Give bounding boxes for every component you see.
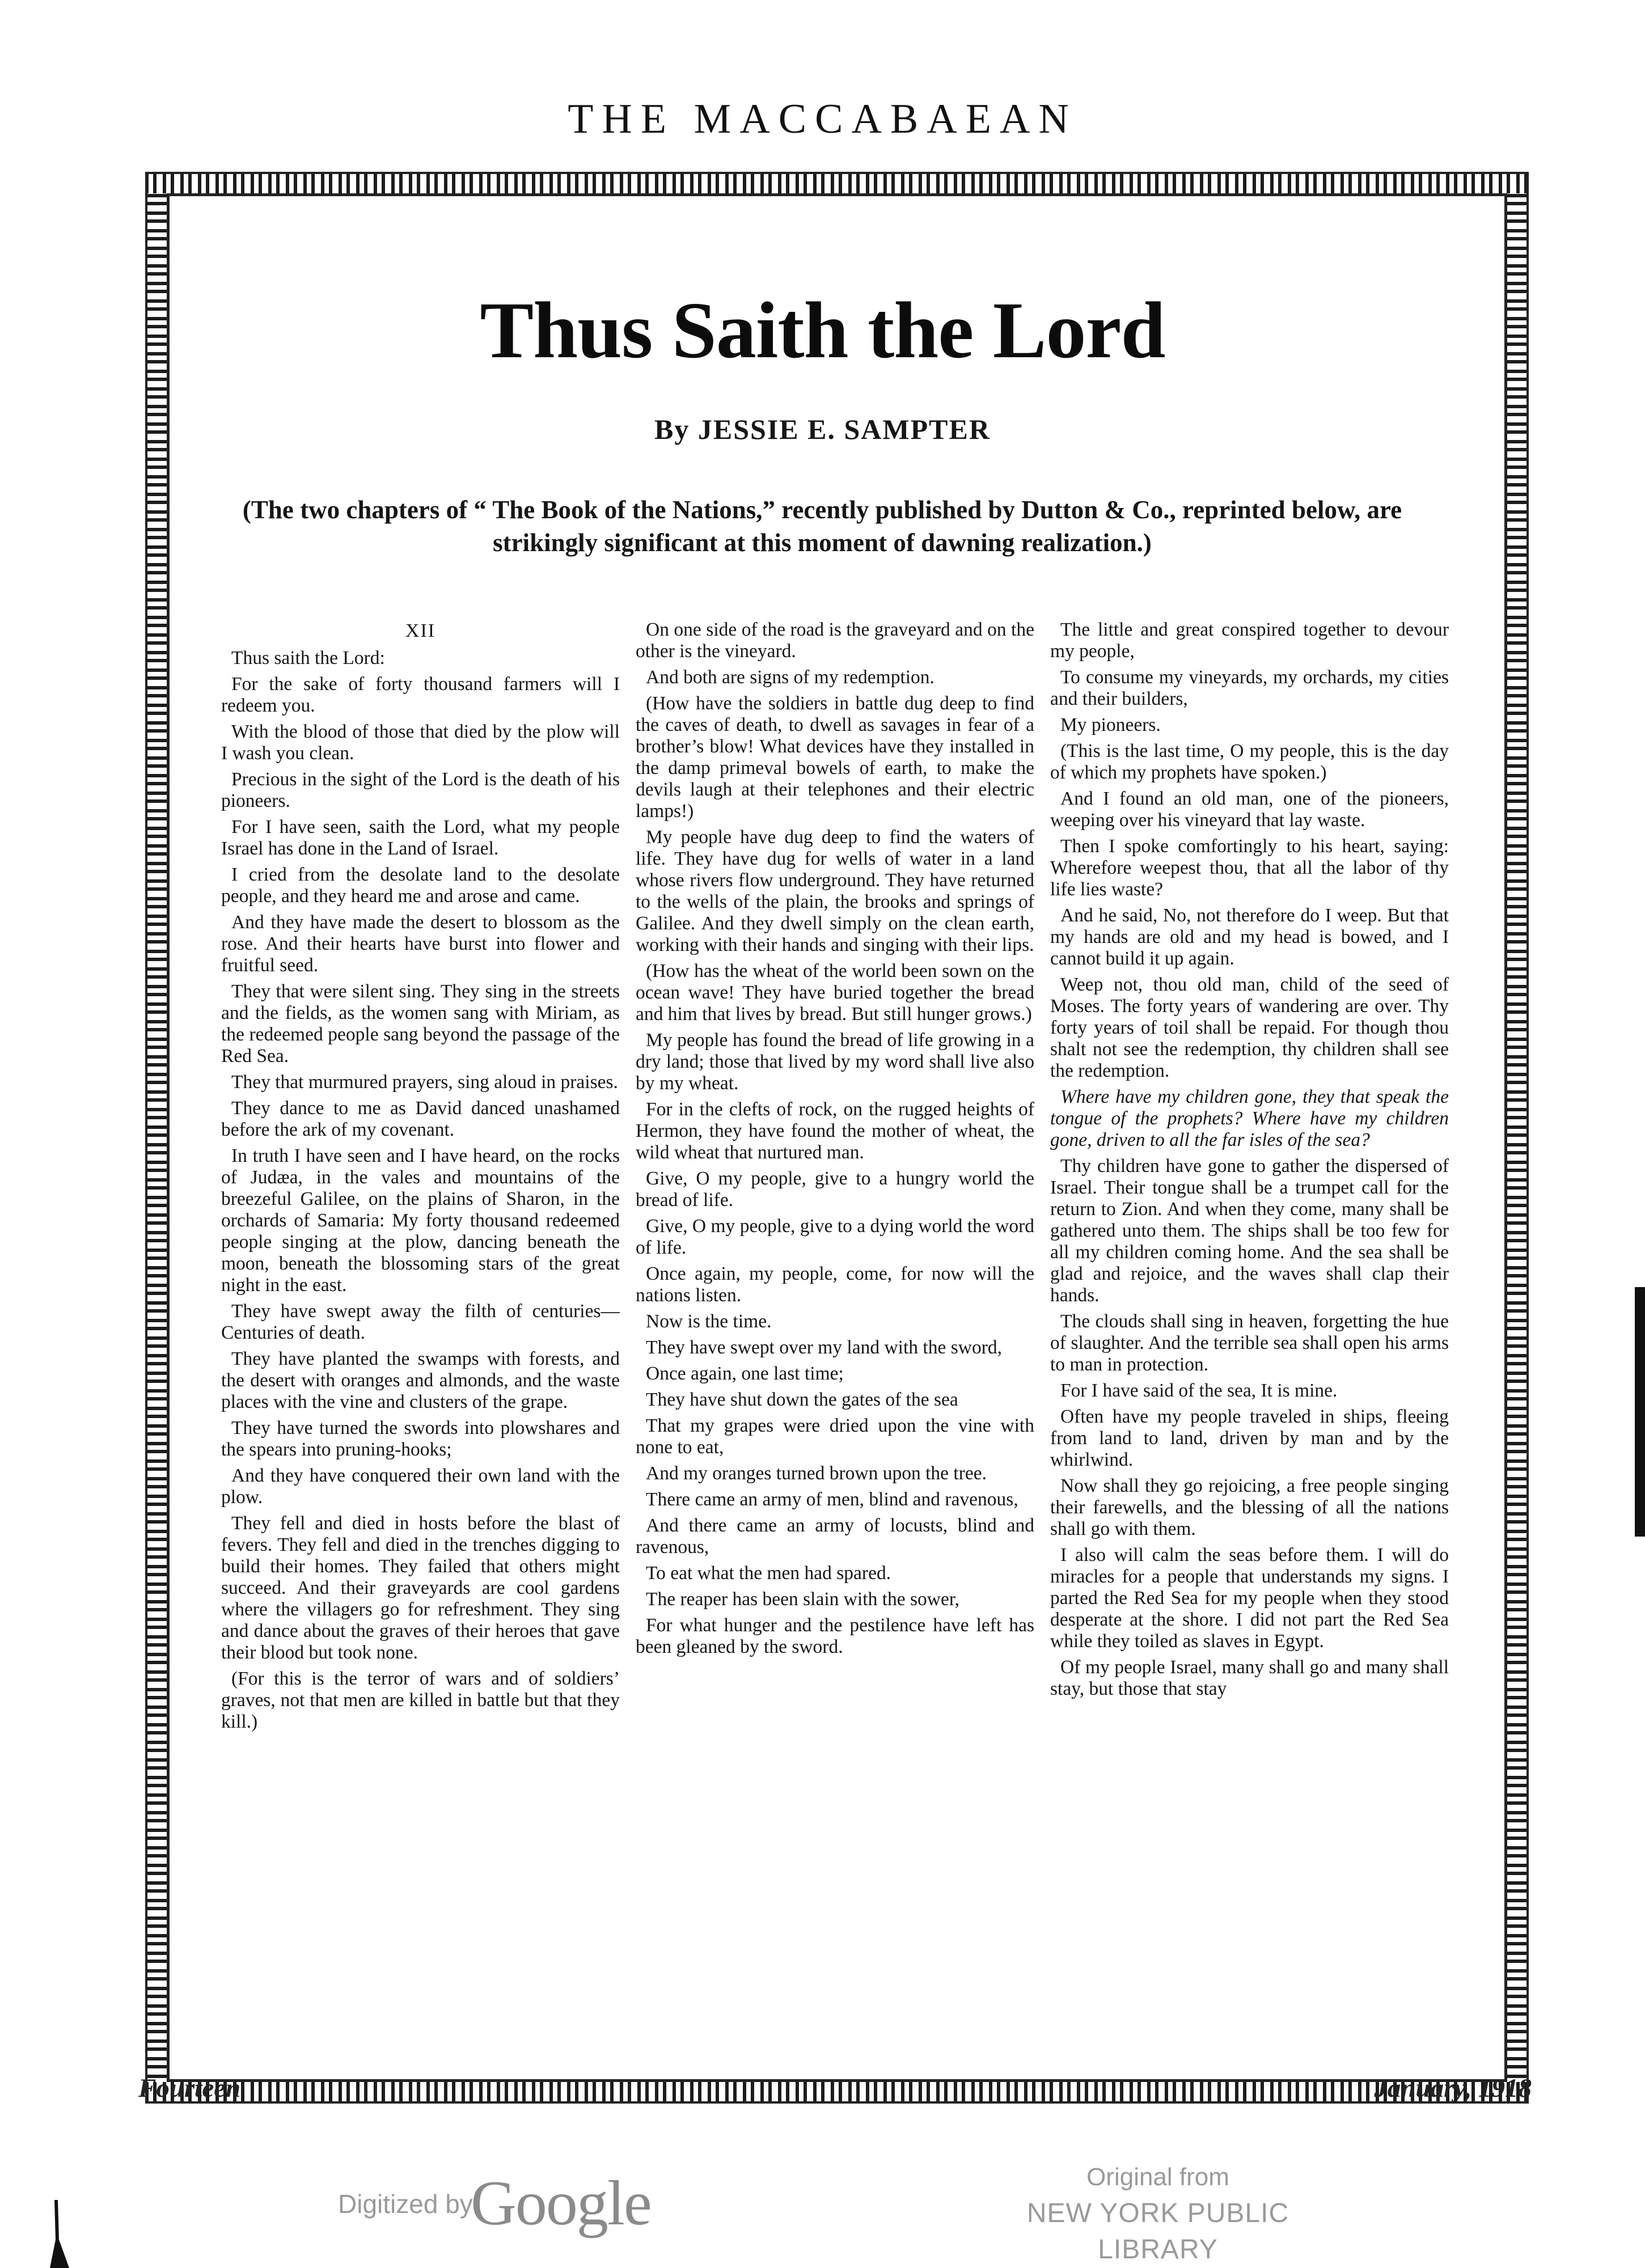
- paragraph: And I found an old man, one of the pioneers, weeping over his vineyard that lay waste.: [1050, 788, 1449, 831]
- paragraph: For what hunger and the pestilence have left has been gleaned by the sword.: [636, 1615, 1034, 1657]
- paragraph: (How has the wheat of the world been sown on the ocean wave! They have buried together the bread and him that lives by bread. But still hunger grows.): [636, 960, 1034, 1025]
- paragraph: To consume my vineyards, my orchards, my cities and their builders,: [1050, 667, 1449, 709]
- paragraph: Now is the time.: [646, 1311, 772, 1332]
- paragraph: For I have said of the sea, It is mine.: [1060, 1380, 1338, 1401]
- article-byline: By JESSIE E. SAMPTER: [654, 413, 991, 445]
- paragraph-italic: Where have my children gone, they that speak the tongue of the prophets? Where have my children gone, driven to all the far isles of the sea?: [1050, 1086, 1449, 1150]
- paragraph: To eat what the men had spared.: [646, 1563, 891, 1584]
- paragraph: Often have my people traveled in ships, fleeing from land to land, driven by man and by the whirlwind.: [1050, 1406, 1449, 1470]
- paragraph: Give, O my people, give to a hungry world the bread of life.: [636, 1168, 1034, 1211]
- paragraph: My people has found the bread of life growing in a dry land; those that lived by my word shall live also by my wheat.: [636, 1030, 1034, 1094]
- paragraph: Then I spoke comfortingly to his heart, saying: Wherefore weepest thou, that all the labor of thy life lies waste?: [1050, 836, 1449, 900]
- paragraph: For the sake of forty thousand farmers will I redeem you.: [221, 674, 620, 716]
- paragraph: And my oranges turned brown upon the tree.: [646, 1463, 987, 1484]
- paragraph: And there came an army of locusts, blind and ravenous,: [636, 1515, 1034, 1558]
- paragraph: They have planted the swamps with forests, and the desert with oranges and almonds, and the waste places with the vine and clusters of the grape.: [221, 1348, 620, 1412]
- scan-corner-mark: [50, 2200, 73, 2268]
- column-1: [221, 619, 620, 1963]
- page-number: Fourteen: [138, 2074, 241, 2103]
- paragraph: (This is the last time, O my people, this is the day of which my prophets have spoken.): [1050, 741, 1449, 783]
- paragraph: (For this is the terror of wars and of soldiers’ graves, not that men are killed in battle but that they kill.): [221, 1668, 620, 1732]
- paragraph: The reaper has been slain with the sower,: [646, 1589, 960, 1610]
- paragraph: On one side of the road is the graveyard and on the other is the vineyard.: [636, 619, 1034, 662]
- google-logo: Google: [471, 2168, 651, 2239]
- article-intro: (The two chapters of “ The Book of the Nations,” recently published by Dutton & Co., reprinted below, are strikingly significant at this moment of dawning realization.): [242, 496, 1402, 557]
- paragraph: For in the clefts of rock, on the rugged heights of Hermon, they have found the mother of wheat, the wild wheat that nurtured man.: [636, 1099, 1034, 1163]
- masthead: THE MACCABAEAN: [568, 96, 1077, 142]
- paragraph: Weep not, thou old man, child of the seed of Moses. The forty years of wandering are over. Thy forty years of toil shall be repaid. For though thou shalt not see the redemption, thy children shall see the redemption.: [1050, 974, 1449, 1081]
- column-3: [1050, 619, 1449, 1963]
- paragraph: My people have dug deep to find the waters of life. They have dug for wells of water in a land whose rivers flow underground. They have returned to the wells of the plain, the brooks and springs of Galilee. And they dwell simply on the clean earth, working with their hands and singing with their lips.: [636, 827, 1034, 955]
- paragraph: There came an army of men, blind and ravenous,: [646, 1489, 1018, 1510]
- paragraph: And they have made the desert to blossom as the rose. And their hearts have burst into flower and fruitful seed.: [221, 912, 620, 976]
- paragraph: That my grapes were dried upon the vine with none to eat,: [636, 1415, 1034, 1458]
- paragraph: And they have conquered their own land with the plow.: [221, 1465, 620, 1508]
- paragraph: In truth I have seen and I have heard, on the rocks of Judæa, in the vales and mountains of the breezeful Galilee, on the plains of Sharon, in the orchards of Samaria: My forty thousand redeemed people singing at the plow, dancing beneath the moon, beneath the blossoming stars of the great night in the east.: [221, 1145, 620, 1296]
- paragraph: They dance to me as David danced unashamed before the ark of my covenant.: [221, 1098, 620, 1140]
- paragraph: Once again, one last time;: [646, 1363, 844, 1384]
- paragraph: Give, O my people, give to a dying world the word of life.: [636, 1216, 1034, 1258]
- paragraph: I also will calm the seas before them. I will do miracles for a people that understands my signs. I parted the Red Sea for my people when they stood desperate at the shore. I did not part the Red Sea while they toiled as slaves in Egypt.: [1050, 1545, 1449, 1652]
- paragraph: They fell and died in hosts before the blast of fevers. They fell and died in the trenches digging to build their homes. They failed that others might succeed. And their graveyards are cool gardens where the villagers go for refreshment. They sing and dance about the graves of their heroes that gave their blood but took none.: [221, 1513, 620, 1663]
- paragraph: And both are signs of my redemption.: [646, 667, 934, 688]
- issue-date: January, 1918: [1374, 2074, 1532, 2103]
- article-body: [221, 619, 1449, 1963]
- scan-edge-mark: [1635, 1287, 1645, 1537]
- paragraph: They that murmured prayers, sing aloud in praises.: [231, 1072, 618, 1093]
- paragraph: I cried from the desolate land to the desolate people, and they heard me and arose and came.: [221, 864, 620, 907]
- paragraph: Precious in the sight of the Lord is the death of his pioneers.: [221, 769, 620, 811]
- original-from-label: Original from: [1086, 2163, 1229, 2191]
- paragraph: My pioneers.: [1060, 714, 1161, 735]
- digitized-by-label: Digitized by: [338, 2189, 473, 2219]
- paragraph: For I have seen, saith the Lord, what my people Israel has done in the Land of Israel.: [221, 816, 620, 859]
- paragraph: Thy children have gone to gather the dispersed of Israel. Their tongue shall be a trumpet call for the return to Zion. And when they come, many shall be gathered unto them. The ships shall be too few for all my children coming home. And the sea shall be glad and rejoice, and the waves shall clap their hands.: [1050, 1156, 1449, 1306]
- paragraph: Now shall they go rejoicing, a free people singing their farewells, and the blessing of all the nations shall go with them.: [1050, 1475, 1449, 1539]
- paragraph: They have swept over my land with the sword,: [646, 1337, 1002, 1358]
- column-2: [636, 619, 1034, 1963]
- paragraph: With the blood of those that died by the plow will I wash you clean.: [221, 721, 620, 764]
- paragraph: The clouds shall sing in heaven, forgetting the hue of slaughter. And the terrible sea shall open his arms to man in protection.: [1050, 1311, 1449, 1375]
- paragraph: Once again, my people, come, for now will the nations listen.: [636, 1263, 1034, 1306]
- section-numeral: XII: [405, 620, 436, 641]
- paragraph: (How have the soldiers in battle dug deep to find the caves of death, to dwell as savages in fear of a brother’s blow! What devices have they installed in the damp primeval bowels of earth, to make the devils laugh at their telephones and their electric lamps!): [636, 693, 1034, 822]
- article-title: Thus Saith the Lord: [480, 285, 1165, 375]
- paragraph: And he said, No, not therefore do I weep. But that my hands are old and my head is bowed, and I cannot build it up again.: [1050, 905, 1449, 969]
- paragraph: They that were silent sing. They sing in the streets and the fields, as the women sang with Miriam, as the redeemed people sang beyond the passage of the Red Sea.: [221, 981, 620, 1067]
- paragraph: They have shut down the gates of the sea: [646, 1389, 958, 1410]
- paragraph: They have turned the swords into plowshares and the spears into pruning-hooks;: [221, 1417, 620, 1460]
- paragraph: Thus saith the Lord:: [231, 648, 385, 668]
- library-name: NEW YORK PUBLIC LIBRARY: [1026, 2198, 1289, 2265]
- paragraph: The little and great conspired together to devour my people,: [1050, 619, 1449, 662]
- library-attribution: [988, 2159, 1328, 2268]
- paragraph: Of my people Israel, many shall go and many shall stay, but those that stay: [1050, 1657, 1449, 1699]
- paragraph: They have swept away the filth of centuries—Centuries of death.: [221, 1301, 620, 1343]
